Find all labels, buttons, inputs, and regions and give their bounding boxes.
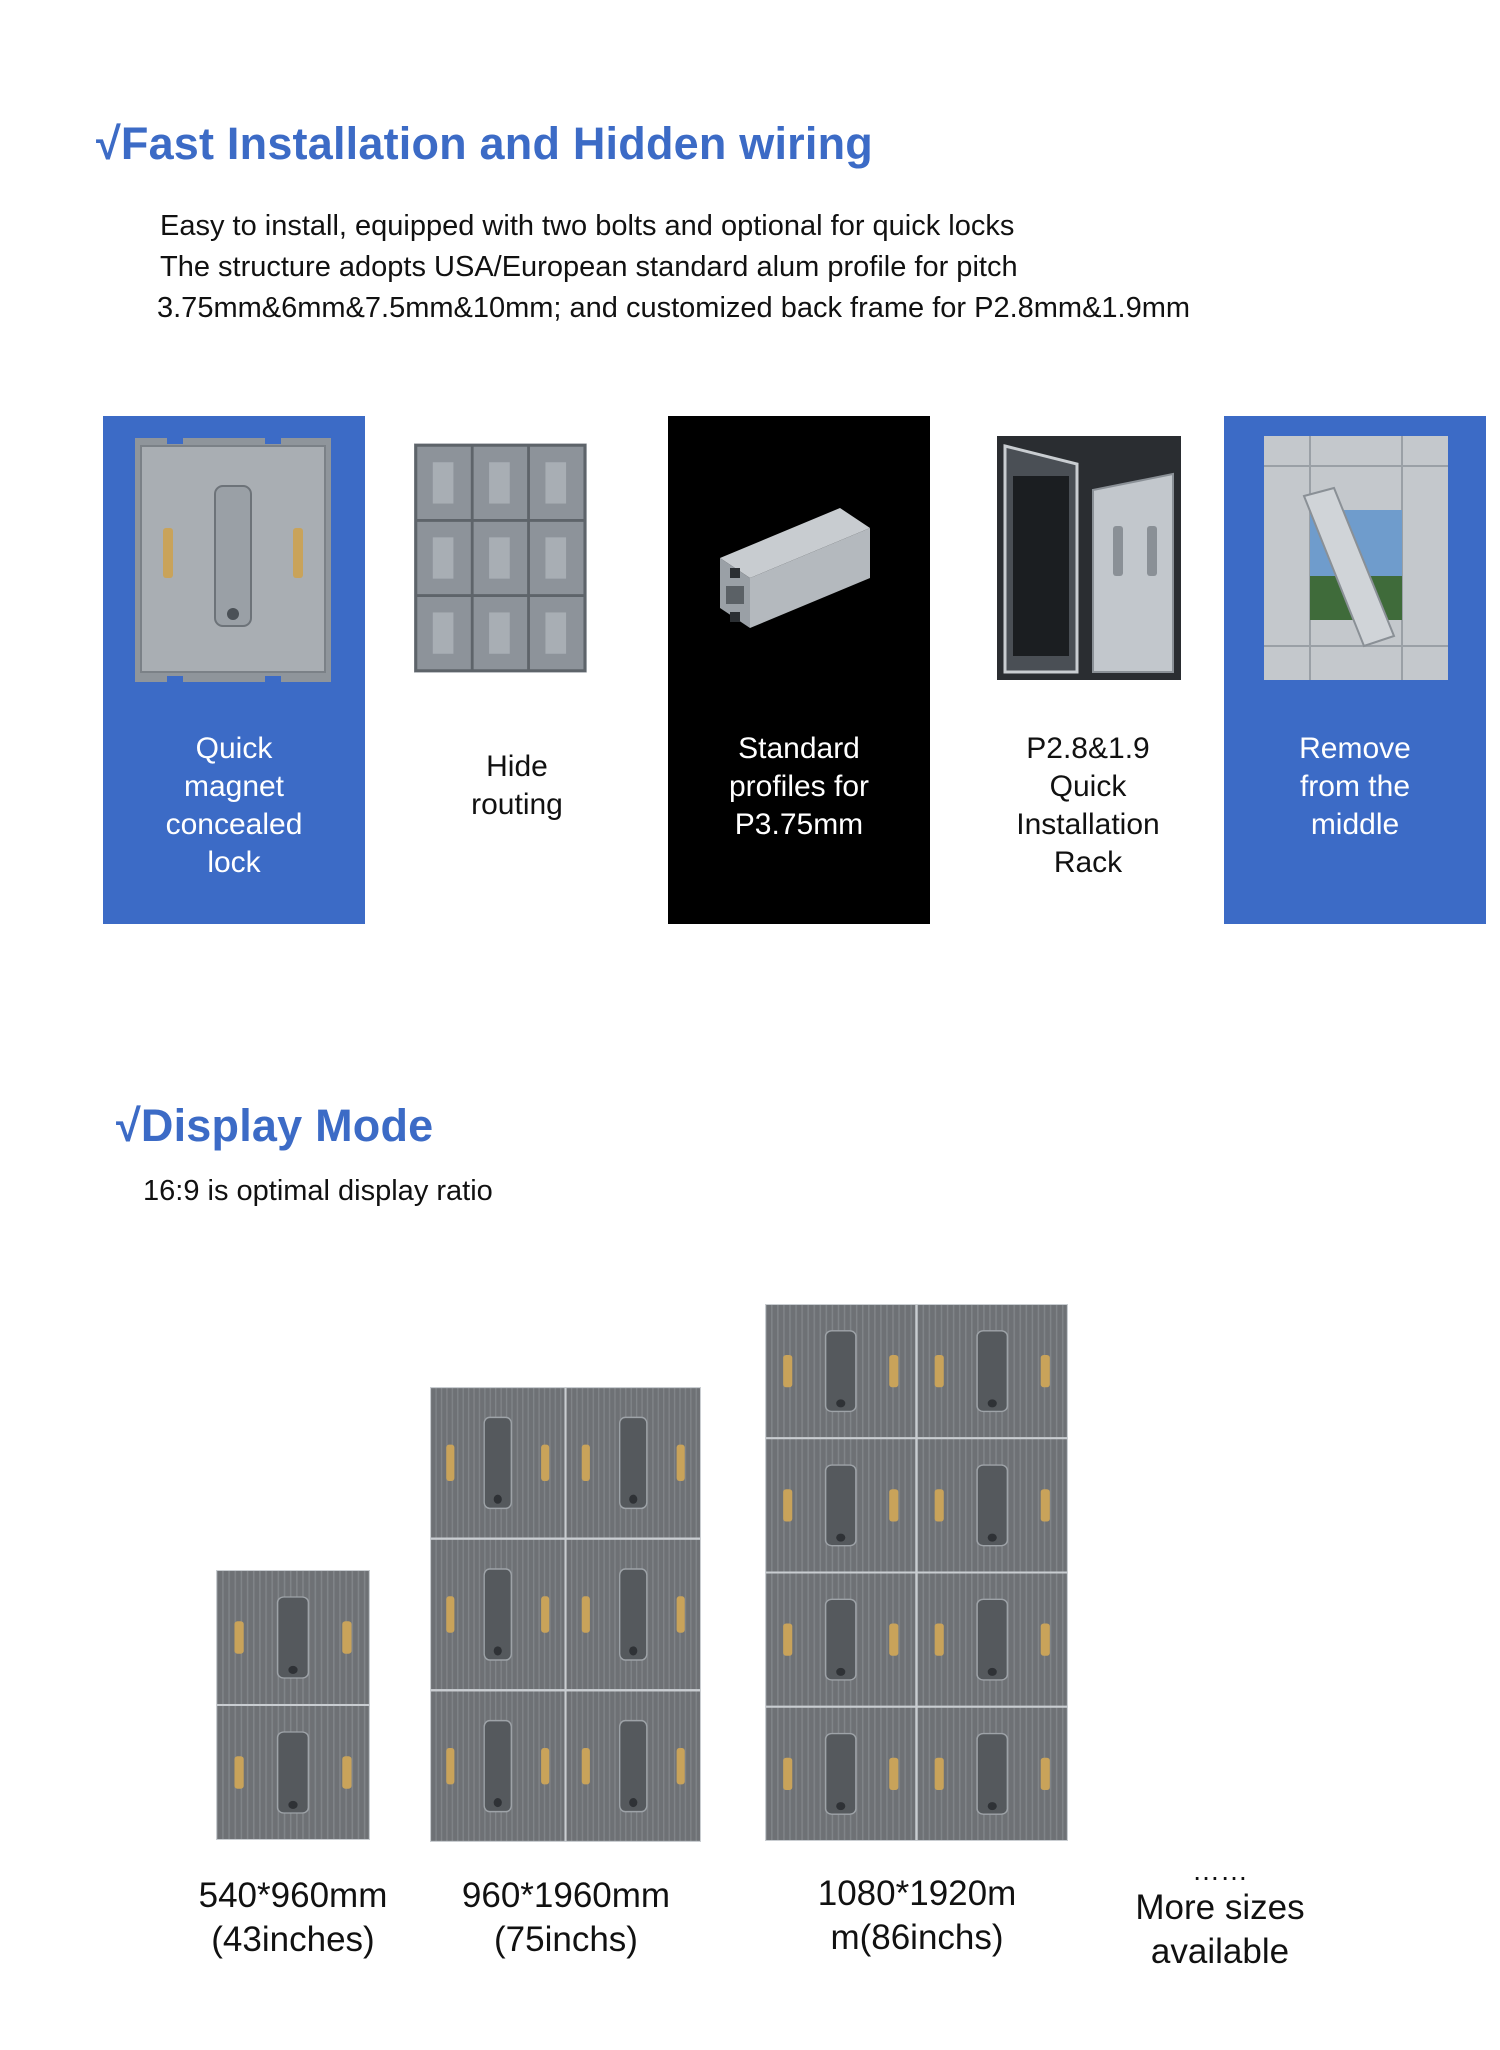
- size-caption-line: 960*1960mm: [461, 1876, 671, 1915]
- more-sizes-line: available: [1150, 1932, 1290, 1971]
- size-caption-540x960: [168, 1874, 418, 1962]
- size-caption-960x1960: [430, 1874, 702, 1962]
- section-title-installation: √Fast Installation and Hidden wiring: [96, 118, 873, 169]
- feature-card-remove-middle: [1224, 416, 1486, 924]
- feature-label-line: Quick: [195, 732, 273, 765]
- feature-card-installation-rack: [957, 416, 1219, 924]
- feature-label-line: from the: [1299, 770, 1411, 803]
- feature-label-line: P3.75mm: [734, 808, 864, 841]
- feature-label-line: concealed: [165, 808, 303, 841]
- size-caption-line: 540*960mm: [198, 1876, 388, 1915]
- feature-label-line: Hide: [486, 750, 548, 783]
- front-service-photo: [1264, 436, 1448, 680]
- feature-label-line: Remove: [1299, 732, 1411, 765]
- feature-label-line: profiles for: [728, 770, 870, 803]
- section-title-display-mode: √Display Mode: [116, 1100, 434, 1151]
- feature-card-hide-routing: [386, 416, 648, 924]
- feature-label-line: Standard: [738, 732, 860, 765]
- feature-card-magnet-lock: [103, 416, 365, 924]
- ellipsis-text: ……: [1192, 1855, 1248, 1886]
- description-line-3: 3.75mm&6mm&7.5mm&10mm; and customized back frame for P2.8mm&1.9mm: [157, 292, 1191, 324]
- aluminum-profile-photo: [700, 438, 896, 682]
- feature-card-standard-profiles: [668, 416, 930, 924]
- cabinet-1080x1920-image: [765, 1304, 1068, 1841]
- size-caption-line: m(86inchs): [830, 1918, 1004, 1957]
- feature-label-line: P2.8&1.9: [1026, 732, 1150, 765]
- feature-label-line: routing: [471, 788, 563, 821]
- display-mode-subtitle: 16:9 is optimal display ratio: [143, 1175, 493, 1207]
- feature-label-line: Rack: [1053, 846, 1123, 879]
- feature-label-line: Quick: [1049, 770, 1127, 803]
- feature-label-line: lock: [207, 846, 261, 879]
- cabinet-960x1960-image: [430, 1387, 701, 1842]
- installation-rack-photo: [997, 436, 1181, 680]
- more-sizes-caption: [1100, 1856, 1340, 1974]
- magnet-lock-cabinet-photo: [135, 438, 331, 682]
- cabinet-grid-photo: [414, 436, 598, 680]
- more-sizes-line: More sizes: [1135, 1888, 1305, 1927]
- size-caption-1080x1920: [778, 1872, 1056, 1960]
- description-line-1: Easy to install, equipped with two bolts and optional for quick locks: [160, 210, 1015, 242]
- feature-label-line: magnet: [183, 770, 285, 803]
- cabinet-540x960-image: [216, 1570, 370, 1840]
- description-line-2: The structure adopts USA/European standard alum profile for pitch: [160, 251, 1018, 283]
- size-caption-line: (75inchs): [494, 1920, 638, 1959]
- size-caption-line: 1080*1920m: [817, 1874, 1017, 1913]
- size-caption-line: (43inches): [211, 1920, 375, 1959]
- feature-label-line: Installation: [1016, 808, 1160, 841]
- feature-label-line: middle: [1310, 808, 1400, 841]
